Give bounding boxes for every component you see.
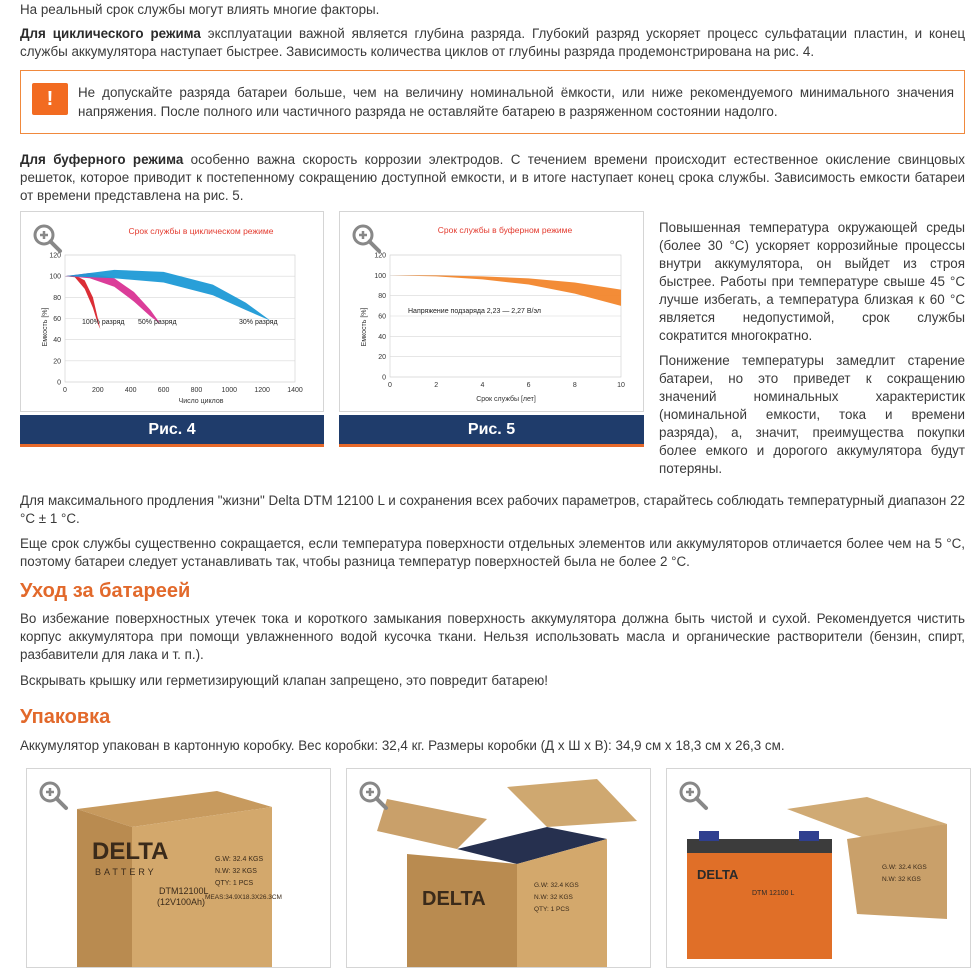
x-tick-label: 600 xyxy=(157,387,170,394)
warning-icon: ! xyxy=(32,83,68,115)
chart-buffer xyxy=(340,212,643,411)
cyclic-bold: Для циклического режима xyxy=(20,26,201,41)
battery-box-image xyxy=(667,769,971,968)
closed-box-image xyxy=(27,769,331,968)
chart-annotation: Напряжение подзаряда 2,23 — 2,27 В/эл xyxy=(408,308,541,315)
box-spec-meas: MEAS:34.9X18.3X26.3CM xyxy=(205,894,282,901)
x-tick-label: 800 xyxy=(190,387,203,394)
y-tick-label: 60 xyxy=(378,313,386,321)
buffer-bold: Для буферного режима xyxy=(20,152,184,167)
box-front xyxy=(847,824,947,919)
zoom-icon[interactable] xyxy=(357,779,391,813)
y-tick-label: 120 xyxy=(49,252,61,260)
x-tick-label: 0 xyxy=(388,382,392,389)
figure-4[interactable] xyxy=(20,211,324,412)
buffer-paragraph xyxy=(20,151,965,205)
battery-model: DTM 12100 L xyxy=(752,890,795,897)
x-axis-label: Срок службы [лет] xyxy=(476,396,536,403)
y-tick-label: 100 xyxy=(374,272,386,280)
battery-terminal xyxy=(799,831,819,841)
box-brand-sub: BATTERY xyxy=(95,867,157,877)
box-spec-gw: G.W: 32.4 KGS xyxy=(882,864,927,871)
care-paragraph: Во избежание поверхностных утечек тока и короткого замыкания поверхность аккумулятора должна быть чистой и сухой. Рекомендуется чистить корпус аккумулятора при помощи увлажненного водой кусочка ткани. Нельзя использовать масла и органические растворители (бензин, спирт, разбавители для лака и т. п.). xyxy=(20,611,965,662)
series-label: 30% разряд xyxy=(239,319,278,326)
packaging-heading: Упаковка xyxy=(20,706,111,728)
intro-text: На реальный срок службы могут влиять многие факторы. xyxy=(20,2,380,17)
zoom-icon[interactable] xyxy=(37,779,71,813)
series-label: 50% разряд xyxy=(138,319,177,326)
box-model: DTM12100L xyxy=(159,886,209,896)
box-spec-nw: N.W: 32 KGS xyxy=(882,876,921,883)
cyclic-paragraph xyxy=(20,25,965,61)
box-spec-nw: N.W: 32 KGS xyxy=(534,894,573,901)
box-spec-qty: QTY: 1 PCS xyxy=(215,880,254,887)
x-tick-label: 2 xyxy=(434,382,439,389)
y-tick-label: 20 xyxy=(378,354,386,362)
y-tick-label: 60 xyxy=(53,316,61,323)
y-axis-label: Емкость [%] xyxy=(42,307,49,347)
x-tick-label: 10 xyxy=(617,382,625,389)
x-tick-label: 4 xyxy=(480,382,485,389)
x-tick-label: 6 xyxy=(526,382,531,389)
box-brand: DELTA xyxy=(92,838,169,865)
zoom-icon[interactable] xyxy=(350,222,384,256)
warning-box xyxy=(20,70,965,134)
buffer-text: особенно важна скорость коррозии электродов. С течением времени происходит естественное окисление свинцовых решеток, которое приводит к постепенному сокращению доступной емкости, и в итоге наступает конец срока службы. Зависимость емкости батареи от времени представлена на рис. 5. xyxy=(20,152,965,203)
y-tick-label: 80 xyxy=(378,293,386,301)
box-spec-nw: N.W: 32 KGS xyxy=(215,868,257,875)
x-tick-label: 0 xyxy=(63,387,67,394)
x-tick-label: 400 xyxy=(124,387,137,394)
y-tick-label: 40 xyxy=(378,333,386,341)
battery-brand: DELTA xyxy=(697,867,739,882)
open-box-image xyxy=(347,769,651,968)
y-axis-label: Емкость [%] xyxy=(361,307,368,347)
photo-battery-box[interactable] xyxy=(666,768,971,968)
figure-5-caption: Рис. 5 xyxy=(339,415,644,447)
y-tick-label: 0 xyxy=(382,374,386,382)
box-model-sub: (12V100Ah) xyxy=(157,897,206,907)
warning-text: Не допускайте разряда батареи больше, чем на величину номинальной ёмкости, или ниже рекомендуемого минимального значения напряжения. После полного или частичного разряда не оставляйте батарею в разряженном состоянии надолго. xyxy=(78,85,954,119)
warning-lid-paragraph: Вскрывать крышку или герметизирующий клапан запрещено, это повредит батарею! xyxy=(20,673,549,688)
surface-paragraph: Еще срок службы существенно сокращается, если температура поверхности отдельных элементов или аккумуляторов отличается более чем на 5 °C, поэтому батареи следует устанавливать так, чтобы разница температур поверхностей была не более 2 °C. xyxy=(20,536,965,569)
x-tick-label: 1400 xyxy=(287,387,303,394)
box-spec-qty: QTY: 1 PCS xyxy=(534,906,570,913)
y-tick-label: 120 xyxy=(374,252,386,260)
x-axis-label: Число циклов xyxy=(178,398,224,405)
y-tick-label: 40 xyxy=(53,337,61,345)
cyclic-text: эксплуатации важной является глубина разряда. Глубокий разряд ускоряет процесс сульфатации пластин, и конец службы аккумулятора наступает быстрее. Зависимость количества циклов от глубины разряда продемонстрирована на рис. 4. xyxy=(20,26,965,59)
box-spec-gw: G.W: 32.4 KGS xyxy=(215,856,264,863)
chart-cyclic xyxy=(21,212,323,411)
box-flap xyxy=(377,799,487,849)
box-flap xyxy=(507,779,637,827)
box-brand: DELTA xyxy=(422,888,486,910)
box-side xyxy=(407,854,517,968)
figure-5[interactable] xyxy=(339,211,644,412)
battery-lid xyxy=(687,839,832,853)
zoom-icon[interactable] xyxy=(31,222,65,256)
box-spec-gw: G.W: 32.4 KGS xyxy=(534,882,579,889)
packaging-paragraph: Аккумулятор упакован в картонную коробку. Вес коробки: 32,4 кг. Размеры коробки (Д х Ш х В): 34,9 см х 18,3 см х 26,3 см. xyxy=(20,738,785,753)
photo-closed-box[interactable] xyxy=(26,768,331,968)
care-heading: Уход за батареей xyxy=(20,580,191,602)
temperature-paragraph: Для максимального продления "жизни" Delta DTM 12100 L и сохранения всех рабочих параметров, старайтесь соблюдать температурный диапазон 22 °C ± 1 °C. xyxy=(20,493,965,526)
y-tick-label: 100 xyxy=(49,273,61,281)
x-tick-label: 200 xyxy=(92,387,104,394)
chart-title: Срок службы в буферном режиме xyxy=(437,225,573,235)
box-side xyxy=(77,809,132,968)
side-paragraph-1: Повышенная температура окружающей среды (более 30 °C) ускоряет коррозийные процессы внутри аккумулятора, он выйдет из строя быстрее. Работы при температуре свыше 45 °C лучше избегать, а температура близкая к 60 °C является недопустимой, срок службы сократится многократно. xyxy=(659,220,965,343)
y-tick-label: 0 xyxy=(57,379,61,387)
side-paragraph-2: Понижение температуры замедлит старение батареи, но это приведет к сокращению значений номинальных характеристик (номинальной емкости, тока и времени разряда), а, значит, преимущества покупки более емкого и дорогого аккумулятора будут потеряны. xyxy=(659,353,965,476)
x-tick-label: 8 xyxy=(572,382,577,389)
battery-body xyxy=(687,849,832,959)
chart-title: Срок службы в циклическом режиме xyxy=(128,226,274,236)
photo-open-box[interactable] xyxy=(346,768,651,968)
x-tick-label: 1200 xyxy=(254,387,270,394)
y-tick-label: 80 xyxy=(53,294,61,302)
series-label: 100% разряд xyxy=(82,319,125,326)
y-tick-label: 20 xyxy=(53,358,61,366)
x-tick-label: 1000 xyxy=(221,387,238,394)
battery-terminal xyxy=(699,831,719,841)
figure-4-caption: Рис. 4 xyxy=(20,415,324,447)
zoom-icon[interactable] xyxy=(677,779,711,813)
